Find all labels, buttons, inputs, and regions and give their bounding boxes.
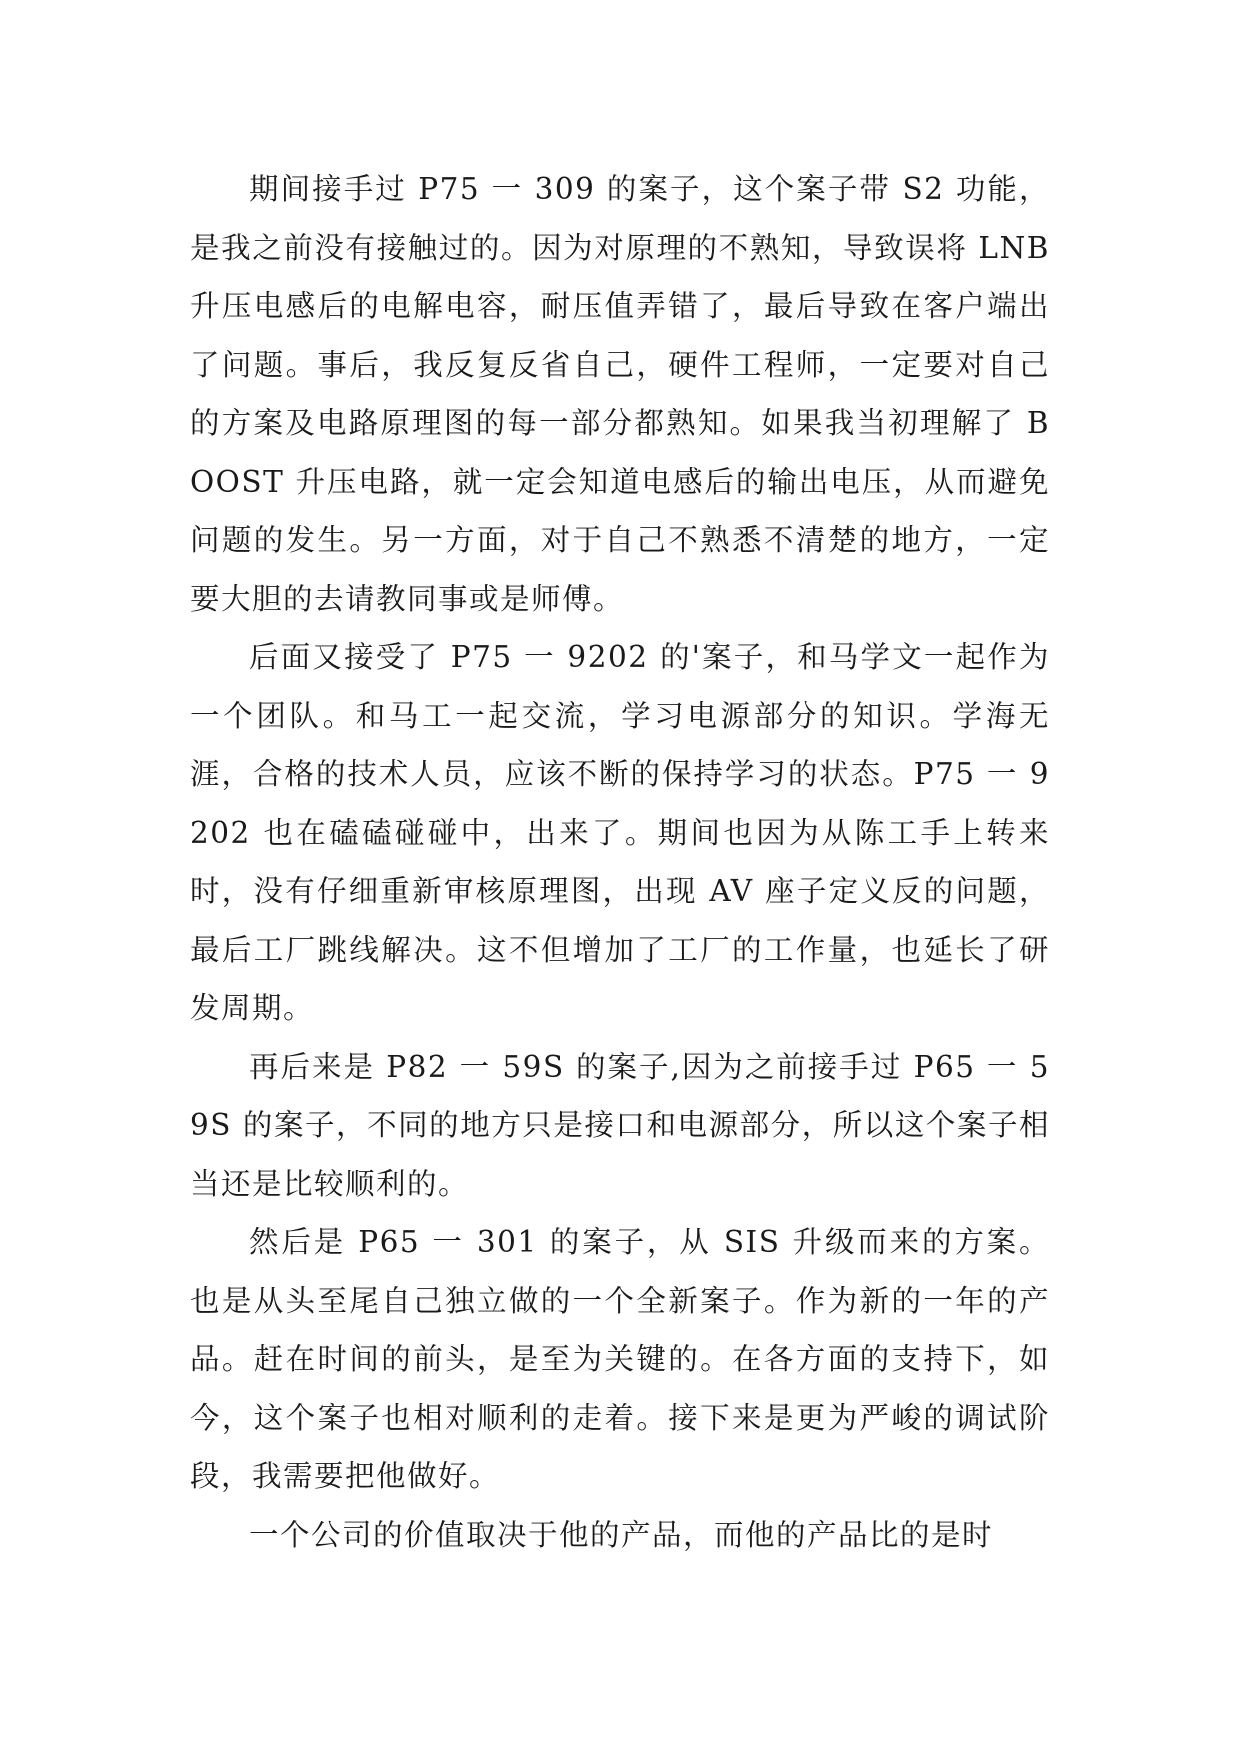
paragraph: 一个公司的价值取决于他的产品，而他的产品比的是时	[249, 1517, 994, 1552]
paragraph: 再后来是 P82 一 59S 的案子,因为之前接手过 P65 一 59S 的案子，不同的地方只是接口和电源部分，所以这个案子相当还是比较顺利的。	[190, 1049, 1050, 1201]
paragraph: 然后是 P65 一 301 的案子，从 SIS 升级而来的方案。也是从头至尾自己独立做的一个全新案子。作为新的一年的产品。赶在时间的前头，是至为关键的。在各方面的支持下，如今，这个案子也相对顺利的走着。接下来是更为严峻的调试阶段，我需要把他做好。	[190, 1225, 1050, 1493]
document-body	[190, 160, 1050, 1564]
paragraph: 后面又接受了 P75 一 9202 的'案子，和马学文一起作为一个团队。和马工一起交流，学习电源部分的知识。学海无涯，合格的技术人员，应该不断的保持学习的状态。P75 一 9202 也在磕磕碰碰中，出来了。期间也因为从陈工手上转来时，没有仔细重新审核原理图，出现 AV 座子定义反的问题，最后工厂跳线解决。这不但增加了工厂的工作量，也延长了研发周期。	[190, 640, 1050, 1025]
paragraph: 期间接手过 P75 一 309 的案子，这个案子带 S2 功能，是我之前没有接触过的。因为对原理的不熟知，导致误将 LNB 升压电感后的电解电容，耐压值弄错了，最后导致在客户端出了问题。事后，我反复反省自己，硬件工程师，一定要对自己的方案及电路原理图的每一部分都熟知。如果我当初理解了 BOOST 升压电路，就一定会知道电感后的输出电压，从而避免问题的发生。另一方面，对于自己不熟悉不清楚的地方，一定要大胆的去请教同事或是师傅。	[190, 172, 1050, 616]
